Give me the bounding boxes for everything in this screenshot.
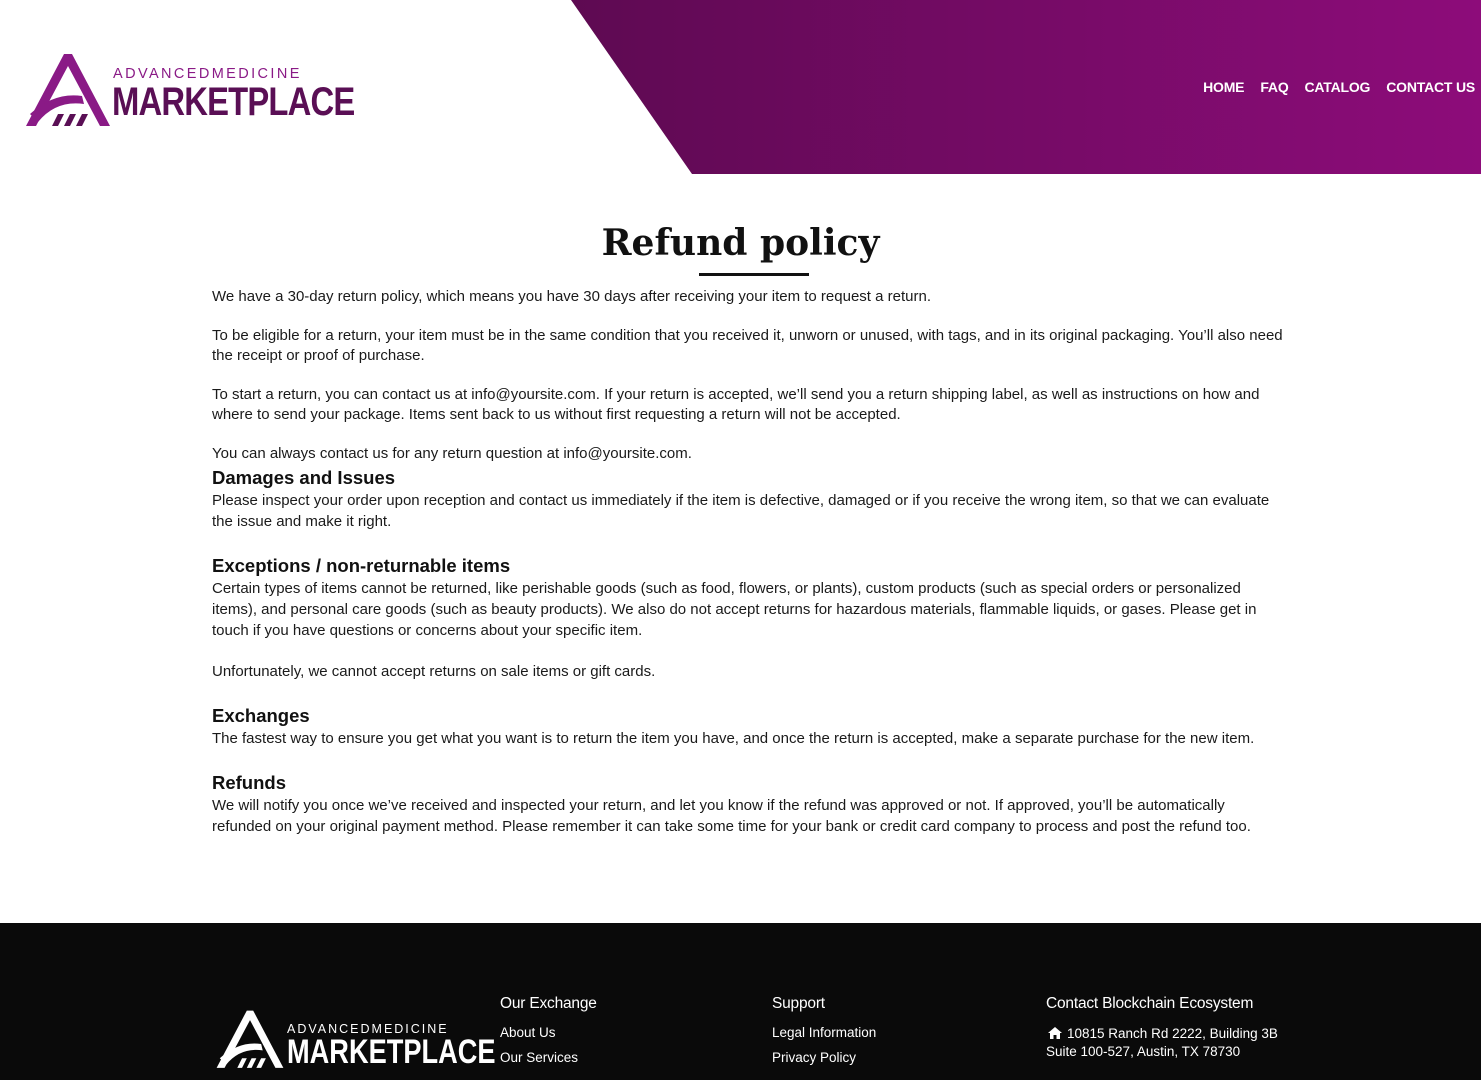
section-paragraph: We will notify you once we’ve received and inspected your return, and let you know if the refund was approved or not. If approved, you’ll be automatically refunded on your original payment method. Please remember it can take some time for your bank or credit card company to process and post the refund too. bbox=[212, 797, 1251, 835]
footer-link-about-us[interactable]: About Us bbox=[500, 1025, 556, 1040]
logo-title: MARKETPLACE bbox=[112, 80, 355, 124]
section-paragraph: Please inspect your order upon reception and contact us immediately if the item is defective, damaged or if you receive the wrong item, so that we can evaluate the issue and make it right. bbox=[212, 492, 1270, 530]
logo-mountain-icon bbox=[24, 52, 112, 130]
section-heading-exchanges: Exchanges bbox=[212, 705, 310, 726]
section-heading-refunds: Refunds bbox=[212, 772, 286, 793]
footer-logo[interactable] bbox=[215, 1009, 496, 1075]
footer-logo-subtitle: ADVANCEDMEDICINE bbox=[287, 1022, 449, 1036]
section-paragraph: Certain types of items cannot be returned, like perishable goods (such as food, flowers, or plants), custom products (such as special orders or personalized items), and personal care goods (such as beauty products). We also do not accept returns for hazardous materials, flammable liquids, or gases. Please get in touch if you have questions or concerns about your specific item. bbox=[212, 580, 1257, 639]
footer-link-privacy-policy[interactable]: Privacy Policy bbox=[772, 1050, 857, 1065]
footer-exchange-column bbox=[500, 995, 597, 1075]
footer-link-legal-information[interactable]: Legal Information bbox=[772, 1025, 877, 1040]
section-paragraph: Unfortunately, we cannot accept returns on sale items or gift cards. bbox=[212, 663, 656, 680]
logo-subtitle: ADVANCEDMEDICINE bbox=[113, 66, 302, 82]
footer-contact-column bbox=[1046, 995, 1278, 1061]
section-heading-damages: Damages and Issues bbox=[212, 467, 396, 488]
intro-paragraph: To start a return, you can contact us at info@yoursite.com. If your return is accepted, we’ll send you a return shipping label, as well as instructions on how and where to send your package. Items sent back to us without first requesting a return will not be accepted. bbox=[212, 386, 1260, 423]
site-logo[interactable] bbox=[24, 52, 355, 132]
address-line-2: Suite 100-527, Austin, TX 78730 bbox=[1046, 1044, 1241, 1059]
footer-exchange-title: Our Exchange bbox=[500, 995, 597, 1012]
footer-link-our-services[interactable]: Our Services bbox=[500, 1050, 579, 1065]
footer-support-column bbox=[772, 995, 876, 1075]
footer-address bbox=[1046, 1025, 1278, 1061]
footer-support-title: Support bbox=[772, 995, 825, 1012]
footer-logo-title: MARKETPLACE bbox=[287, 1033, 496, 1071]
nav-catalog[interactable]: CATALOG bbox=[1304, 79, 1371, 95]
main-nav bbox=[1203, 79, 1475, 95]
footer-logo-mountain-icon bbox=[215, 1009, 285, 1071]
footer-contact-title: Contact Blockchain Ecosystem bbox=[1046, 995, 1254, 1012]
nav-contact-us[interactable]: CONTACT US bbox=[1386, 79, 1475, 95]
home-icon bbox=[1048, 1027, 1062, 1039]
intro-paragraph: We have a 30-day return policy, which means you have 30 days after receiving your item to request a return. bbox=[212, 288, 931, 305]
site-footer bbox=[0, 923, 1481, 1080]
intro-paragraph: To be eligible for a return, your item must be in the same condition that you received it, unworn or unused, with tags, and in its original packaging. You’ll also need the receipt or proof of purchase. bbox=[212, 327, 1283, 364]
nav-home[interactable]: HOME bbox=[1203, 79, 1245, 95]
policy-content bbox=[212, 287, 1288, 837]
title-underline bbox=[699, 273, 809, 276]
nav-faq[interactable]: FAQ bbox=[1260, 79, 1289, 95]
intro-paragraph: You can always contact us for any return question at info@yoursite.com. bbox=[212, 445, 692, 462]
section-paragraph: The fastest way to ensure you get what you want is to return the item you have, and once the return is accepted, make a separate purchase for the new item. bbox=[212, 730, 1255, 747]
address-line-1: 10815 Ranch Rd 2222, Building 3B bbox=[1067, 1026, 1278, 1041]
section-heading-exceptions: Exceptions / non-returnable items bbox=[212, 555, 511, 576]
page-title: Refund policy bbox=[601, 222, 880, 264]
site-header bbox=[0, 0, 1481, 174]
